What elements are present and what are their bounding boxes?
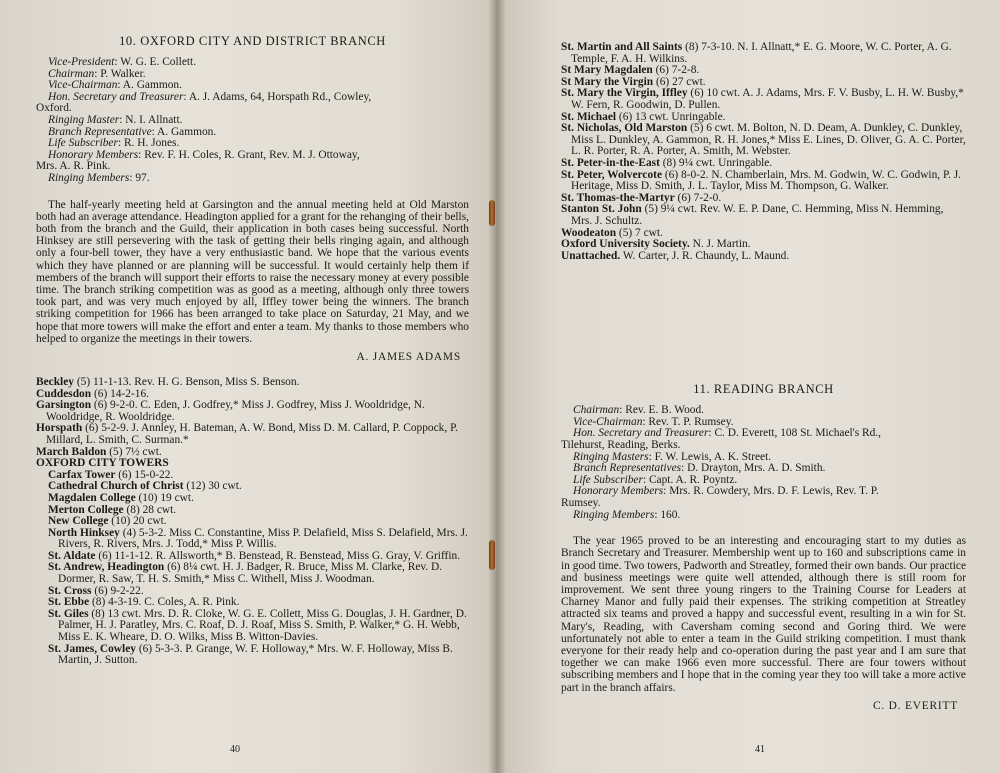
tower-entry: [36, 562, 469, 585]
officer-value: R. H. Jones.: [123, 137, 180, 150]
officer-role: Chairman: [573, 404, 620, 417]
tower-name: St. Mary the Virgin, Iffley: [561, 87, 688, 100]
tower-details: (5) 7½ cwt.: [109, 445, 162, 458]
tower-name: OXFORD CITY TOWERS: [36, 457, 169, 470]
tower-details: (5) 7 cwt.: [618, 226, 663, 239]
tower-name: New College: [48, 515, 109, 528]
officer-line: Ringing Masters: F. W. Lewis, A. K. Street.: [573, 450, 772, 463]
oxford-towers-list-continued: [561, 42, 966, 262]
tower-details: (10) 19 cwt.: [138, 491, 194, 504]
officer-value: 160.: [660, 508, 681, 521]
tower-details: N. J. Martin.: [692, 238, 751, 251]
tower-entry: [561, 42, 966, 65]
tower-name: St. Nicholas, Old Marston: [561, 122, 688, 135]
officer-value: C. D. Everett, 108 St. Michael's Rd.,: [714, 427, 882, 440]
tower-name: Woodeaton: [561, 226, 617, 239]
staple-bottom: [489, 540, 495, 570]
officer-value: Rev. F. H. Coles, R. Grant, Rev. M. J. Ottoway,: [144, 148, 360, 161]
tower-name: Beckley: [36, 375, 74, 388]
tower-name: Stanton St. John: [561, 203, 642, 216]
tower-name: St. Cross: [48, 584, 92, 597]
officer-line: Vice-President: W. G. E. Collett.: [48, 56, 197, 68]
section-title-reading: 11. READING BRANCH: [693, 382, 834, 397]
tower-details: (6) 8¼ cwt. H. J. Badger, R. Bruce, Miss M. Clarke, Rev. D. Dormer, R. Saw, T. H. S. Smith,* Miss C. Withell, Miss J. Woodman.: [58, 561, 443, 586]
tower-details: (8) 9¼ cwt. Unringable.: [662, 156, 773, 169]
tower-details: (6) 8-0-2. N. Chamberlain, Mrs. M. Godwin, W. C. Godwin, P. J. Heritage, Miss D. Smith, J. L. Taylor, Miss M. Thompson, G. Walker.: [571, 168, 962, 193]
officer-value: 97.: [135, 171, 150, 184]
tower-name: Merton College: [48, 503, 124, 516]
page-number-right: 41: [755, 744, 765, 755]
officer-role: Honorary Members: [573, 485, 664, 498]
tower-name: St. Michael: [561, 110, 617, 123]
tower-name: St. Giles: [48, 607, 89, 620]
officer-line: Vice-Chairman: A. Gammon.: [48, 79, 182, 92]
tower-details: (6) 9-2-22.: [94, 584, 144, 597]
tower-details: (5) 6 cwt. M. Bolton, N. D. Deam, A. Dunkley, C. Dunkley, Miss L. Dunkley, A. Gammon, R. H. Jones,* Miss E. Lines, D. Oliver, G. A. C. Porter, L. R. Porter, R. A. Porter, A. Smith, M. Webster.: [571, 122, 966, 158]
oxford-report-text: The half-yearly meeting held at Garsington and the annual meeting held at Old Marston both had an average attendance. Headington applied for a grant for the rehanging of their bells, both from the branch and the Guild, their application in both cases being successful. North Hinksey are still persevering with the task of getting their bells ringing again, and although only a four-bell tower, they have a very enthusiastic band. We hope that the various events which they have planned or are planning will be successful. It would certainly help them if members of the branch will support their efforts to raise the necessary money at every possible time. The branch striking competition was as good as a meeting, although only three towers took part, and was very much enjoyed by all, Iffley tower being the winners. The branch striking competition for 1966 has been arranged to take place on Saturday, 21 May, and we hope that more towers will make the effort and enter a team. My thanks to those members who helped to organize the meetings in their towers.: [36, 198, 469, 345]
tower-entry: [561, 123, 966, 158]
officer-line: Branch Representatives: D. Drayton, Mrs. A. D. Smith.: [573, 462, 826, 475]
spine-shadow: [488, 0, 506, 773]
tower-name: Cuddesdon: [36, 387, 92, 400]
reading-report-text: The year 1965 proved to be an interesting and encouraging start to my duties as Branch Secretary and Treasurer. Membership went up to 160 and subscriptions came in in good time. Two towers, Padworth and Streatley, formed their own bands. Our practice and business meetings were quite well attended, although there is still room for improvement. We sent three young ringers to the Training Course for Leaders at Charney Manor and fully paid their expenses. The striking competition at Streatley attracted six teams and proved a happy and successful event, resulting in a win for St. Mary's, Reading, with Caversham coming second and Goring third. We were unfortunately not able to enter a team in the Guild striking competition. I must thank everyone for their ready help and co-operation during the past year and I am sure that together we can make 1966 even more successful. There are four towers without subscribing members and I hope that in the coming year they too will take a more active part in the branch affairs.: [561, 535, 966, 694]
officer-value: N. I. Allnatt.: [125, 113, 183, 126]
spacer: [561, 262, 966, 382]
officer-line: Ringing Members: 160.: [573, 508, 681, 521]
right-page: [497, 0, 1000, 773]
officer-value: Mrs. A. R. Pink.: [36, 160, 111, 173]
tower-details: (8) 28 cwt.: [126, 503, 177, 516]
tower-name: St. Martin and All Saints: [561, 41, 683, 53]
officer-line: Branch Representative: A. Gammon.: [48, 125, 217, 138]
officer-value: A. Gammon.: [157, 125, 217, 138]
officer-role: Vice-President: [48, 56, 115, 68]
tower-entry: [561, 204, 966, 227]
tower-details: (6) 14-2-16.: [93, 387, 149, 400]
officer-role: Ringing Members: [573, 508, 655, 521]
officer-value: Rumsey.: [561, 497, 601, 510]
officer-role: Life Subscriber: [573, 473, 643, 486]
tower-entry: [36, 644, 469, 667]
officer-value: Rev. T. P. Rumsey.: [648, 415, 734, 428]
oxford-towers-list: [36, 377, 469, 667]
left-page: [0, 0, 497, 773]
page-number-left: 40: [230, 744, 240, 755]
tower-name: Unattached.: [561, 249, 621, 262]
tower-name: March Baldon: [36, 445, 107, 458]
tower-name: St. Aldate: [48, 549, 96, 562]
officer-role: Vice-Chairman: [573, 415, 643, 428]
officer-value: W. G. E. Collett.: [120, 56, 197, 68]
tower-entry: [36, 423, 469, 446]
tower-entry: [36, 609, 469, 644]
section-title-oxford: 10. OXFORD CITY AND DISTRICT BRANCH: [119, 34, 386, 48]
tower-name: Oxford University Society.: [561, 238, 690, 251]
tower-details: (4) 5-3-2. Miss C. Constantine, Miss P. Delafield, Miss S. Delafield, Mrs. J. Rivers, R. Rivers, Mrs. J. Todd,* Miss P. Willis.: [58, 526, 468, 551]
officer-role: Ringing Master: [48, 113, 120, 126]
officer-value: D. Drayton, Mrs. A. D. Smith.: [687, 462, 826, 475]
officer-value: Rev. E. B. Wood.: [625, 404, 705, 417]
tower-details: (8) 7-3-10. N. I. Allnatt,* E. G. Moore, W. C. Porter, A. G. Temple, F. A. H. Wilkins.: [571, 41, 952, 65]
officer-line: Honorary Members: Mrs. R. Cowdery, Mrs. D. F. Lewis, Rev. T. P.: [573, 485, 879, 498]
officer-value: Capt. A. R. Poyntz.: [648, 473, 738, 486]
officer-value: Mrs. R. Cowdery, Mrs. D. F. Lewis, Rev. T. P.: [669, 485, 879, 498]
staple-top: [489, 200, 495, 226]
officer-line: Vice-Chairman: Rev. T. P. Rumsey.: [573, 415, 734, 428]
tower-details: (6) 11-1-12. R. Allsworth,* B. Benstead, R. Benstead, Miss G. Gray, V. Griffin.: [98, 549, 461, 562]
tower-name: St. Peter, Wolvercote: [561, 168, 663, 181]
tower-name: Garsington: [36, 399, 92, 412]
tower-details: (5) 9¼ cwt. Rev. W. E. P. Dane, C. Hemming, Miss N. Hemming, Mrs. J. Schultz.: [571, 203, 944, 227]
officer-line: Honorary Members: Rev. F. H. Coles, R. Grant, Rev. M. J. Ottoway,: [48, 148, 360, 161]
officer-role: Branch Representative: [48, 125, 152, 138]
tower-details: (6) 10 cwt. A. J. Adams, Mrs. F. V. Busby, L. H. W. Busby,* W. Fern, R. Goodwin, D. Pullen.: [571, 87, 964, 111]
tower-details: (6) 5-3-3. P. Grange, W. F. Holloway,* Mrs. W. F. Holloway, Miss B. Martin, J. Sutton.: [58, 642, 453, 667]
tower-name: St. Ebbe: [48, 596, 90, 609]
tower-details: (5) 11-1-13. Rev. H. G. Benson, Miss S. Benson.: [76, 375, 300, 388]
officer-line: Chairman: P. Walker.: [48, 67, 146, 80]
officer-value: Oxford.: [36, 102, 72, 115]
tower-name: Magdalen College: [48, 491, 136, 504]
officer-line: Life Subscriber: R. H. Jones.: [48, 137, 180, 150]
officer-line: Ringing Members: 97.: [48, 171, 150, 184]
tower-entry: [36, 528, 469, 551]
officer-role: Ringing Members: [48, 171, 130, 184]
oxford-signature: A. JAMES ADAMS: [356, 350, 461, 363]
tower-name: Horspath: [36, 422, 83, 435]
officer-role: Ringing Masters: [573, 450, 649, 463]
tower-details: (8) 4-3-19. C. Coles, A. R. Pink.: [92, 596, 240, 609]
tower-details: (6) 15-0-22.: [118, 468, 174, 481]
officer-line: Ringing Master: N. I. Allnatt.: [48, 113, 183, 126]
tower-name: St Mary the Virgin: [561, 75, 654, 88]
officer-line: Life Subscriber: Capt. A. R. Poyntz.: [573, 473, 738, 486]
tower-name: St. James, Cowley: [48, 642, 136, 655]
officer-value: P. Walker.: [100, 67, 146, 80]
oxford-report: [36, 199, 469, 345]
officer-line: Hon. Secretary and Treasurer: A. J. Adams, 64, Horspath Rd., Cowley,: [48, 90, 372, 103]
tower-name: St. Peter-in-the-East: [561, 156, 660, 169]
tower-details: (6) 27 cwt.: [655, 75, 706, 88]
tower-entry: [561, 170, 966, 193]
tower-details: W. Carter, J. R. Chaundy, L. Maund.: [622, 249, 790, 262]
tower-name: North Hinksey: [48, 526, 120, 539]
tower-details: (10) 20 cwt.: [111, 515, 167, 528]
officer-role: Life Subscriber: [48, 137, 118, 150]
officer-role: Branch Representatives: [573, 462, 682, 475]
reading-signature: C. D. EVERITT: [872, 699, 958, 712]
officer-value: Tilehurst, Reading, Berks.: [561, 439, 681, 452]
officer-role: Hon. Secretary and Treasurer: [48, 90, 184, 103]
officer-role: Honorary Members: [48, 148, 139, 161]
tower-name: Carfax Tower: [48, 468, 116, 481]
tower-name: Cathedral Church of Christ: [48, 480, 184, 493]
tower-details: (12) 30 cwt.: [186, 480, 242, 493]
tower-details: (6) 13 cwt. Unringable.: [618, 110, 726, 123]
reading-report: [561, 535, 966, 694]
tower-details: (6) 7-2-0.: [677, 191, 722, 204]
tower-name: St. Andrew, Headington: [48, 561, 165, 574]
tower-details: (6) 9-2-0. C. Eden, J. Godfrey,* Miss J. Godfrey, Miss J. Wooldridge, N. Wooldridge, R. Wooldridge.: [46, 399, 425, 423]
tower-entry: [561, 88, 966, 111]
tower-details: (8) 13 cwt. Mrs. D. R. Cloke, W. G. E. Collett, Miss G. Douglas, J. H. Gardner, D. Palmer, H. J. Paratley, Mrs. C. Roaf, D. J. Roaf, Miss S. Smith, P. Walker,* G. H. Webb, Miss E. K. Wheare, D. O. Wilks, Miss B. Witton-Davies.: [58, 607, 467, 644]
officer-value: F. W. Lewis, A. K. Street.: [654, 450, 772, 463]
officer-role: Vice-Chairman: [48, 79, 118, 92]
tower-entry: [36, 400, 469, 423]
tower-entry: [561, 251, 966, 263]
officer-role: Hon. Secretary and Treasurer: [573, 427, 709, 440]
officer-role: Chairman: [48, 67, 95, 80]
reading-officers: [561, 405, 966, 521]
tower-details: (6) 7-2-8.: [655, 64, 700, 77]
officer-line: Chairman: Rev. E. B. Wood.: [573, 404, 705, 417]
tower-name: St. Thomas-the-Martyr: [561, 191, 675, 204]
tower-details: (6) 5-2-9. J. Annley, H. Bateman, A. W. Bond, Miss D. M. Callard, P. Coppock, P. Millard, L. Smith, C. Surman.*: [46, 422, 458, 446]
officer-line: Hon. Secretary and Treasurer: C. D. Everett, 108 St. Michael's Rd.,: [573, 427, 882, 440]
tower-name: St Mary Magdalen: [561, 64, 653, 77]
officer-value: A. J. Adams, 64, Horspath Rd., Cowley,: [188, 90, 372, 103]
oxford-officers: [36, 57, 469, 185]
officer-value: A. Gammon.: [122, 79, 182, 92]
